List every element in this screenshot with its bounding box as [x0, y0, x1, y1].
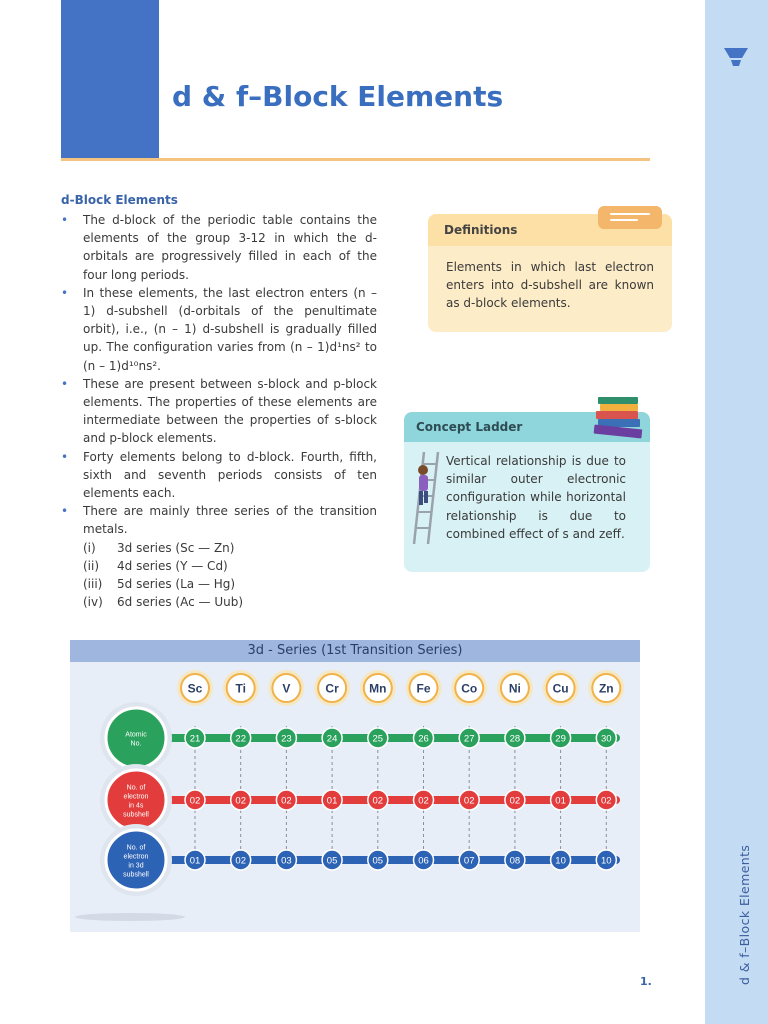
title-divider [61, 158, 650, 161]
value-label: 24 [326, 733, 338, 745]
list-item: • The d-block of the periodic table contains the elements of the group 3-12 in which the d-orbitals are progressively filled in each of the four long periods. [61, 213, 377, 282]
row-label-text: No. of [126, 844, 146, 852]
series-item: (iii) 5d series (La — Hg) [83, 577, 236, 592]
series-list [83, 539, 377, 612]
page-title: d & f–Block Elements [172, 80, 504, 113]
list-item: • These are present between s-block and p-block elements. The properties of these elements are intermediate between the properties of s-block and p-block elements. [61, 376, 377, 446]
element-symbol: Cr [325, 681, 339, 696]
value-label: 01 [326, 795, 338, 807]
value-label: 01 [189, 855, 201, 867]
brand-logo-icon [723, 45, 749, 71]
value-label: 02 [372, 795, 384, 807]
row-label-text: subshell [123, 811, 149, 819]
value-label: 27 [463, 733, 475, 745]
list-item: • In these elements, the last electron enters (n – 1) d-subshell (d-orbitals of the penultimate orbit), i.e., (n – 1) d-subshell is gradually filled up. The configuration varies from (n – 1)d¹ns² to (n – 1)d¹⁰ns². [61, 285, 377, 373]
value-label: 02 [509, 795, 521, 807]
chart-canvas [70, 662, 640, 932]
series-item: (ii) 4d series (Y — Cd) [83, 558, 228, 573]
chart-title: 3d - Series (1st Transition Series) [70, 640, 640, 662]
value-label: 02 [601, 795, 612, 807]
page-number: 1. [640, 975, 652, 988]
value-label: 02 [189, 795, 201, 807]
row-label-text: No. of [126, 784, 146, 792]
element-symbol: Sc [187, 681, 203, 696]
value-label: 23 [281, 733, 292, 745]
side-section-label: d & f–Block Elements [737, 844, 752, 985]
element-symbol: Fe [416, 681, 431, 696]
row-label-text: in 3d [128, 862, 144, 870]
row-label-text: subshell [123, 871, 149, 879]
transition-series-chart [70, 640, 640, 932]
value-label: 02 [463, 795, 475, 807]
value-label: 26 [418, 733, 429, 745]
value-label: 02 [281, 795, 292, 807]
section-heading: d-Block Elements [61, 193, 178, 207]
row-label-text: electron [123, 853, 149, 861]
element-symbol: Ti [235, 681, 246, 696]
value-label: 02 [235, 855, 246, 867]
value-label: 28 [509, 733, 521, 745]
value-label: 29 [555, 733, 566, 745]
series-item: (iv) 6d series (Ac — Uub) [83, 595, 244, 610]
notes-icon [598, 206, 662, 229]
element-symbol: Ni [508, 681, 521, 696]
row-label-text: Atomic [125, 731, 147, 739]
books-icon [592, 393, 648, 445]
row-label-text: No. [130, 740, 142, 748]
bullet-icon: • [61, 449, 69, 464]
bullet-list [61, 211, 377, 611]
definitions-box [428, 214, 672, 332]
element-symbol: Zn [598, 681, 614, 696]
bullet-icon: • [61, 376, 69, 391]
list-item: • There are mainly three series of the transition metals. (i) 3d series (Sc — Zn) (ii) 4d series (Y — Cd) (iii) 5d series (La — Hg) (iv) 6d series (Ac — Uub) [61, 502, 377, 611]
value-label: 10 [601, 855, 612, 867]
concept-ladder-heading: Concept Ladder [404, 412, 650, 442]
list-item: • Forty elements belong to d-block. Fourth, fifth, sixth and seventh periods consists of ten elements each. [61, 449, 377, 501]
value-label: 01 [555, 795, 566, 807]
value-label: 08 [509, 855, 521, 867]
element-symbol: Co [461, 681, 478, 696]
ladder-climber-icon [410, 450, 442, 546]
bullet-icon: • [61, 213, 69, 227]
element-symbol: Cu [552, 681, 569, 696]
value-label: 05 [372, 855, 384, 867]
definitions-text: Elements in which last electron enters into d-subshell are known as d-block elements. [446, 260, 654, 310]
definitions-heading: Definitions [428, 214, 672, 246]
row-label-text: electron [123, 793, 149, 801]
value-label: 02 [418, 795, 429, 807]
value-label: 02 [235, 795, 246, 807]
value-label: 03 [281, 855, 292, 867]
value-label: 21 [189, 733, 201, 745]
bullet-icon: • [61, 285, 69, 300]
value-label: 25 [372, 733, 384, 745]
value-label: 30 [601, 733, 612, 745]
value-label: 06 [418, 855, 429, 867]
title-accent-block [61, 0, 159, 158]
bullet-icon: • [61, 504, 69, 519]
value-label: 05 [326, 855, 338, 867]
concept-ladder-text: Vertical relationship is due to similar outer electronic configuration while horizontal relationship is due to combined effect of s and zeff. [446, 454, 626, 541]
element-symbol: V [282, 681, 291, 696]
floor-shadow [75, 913, 185, 921]
value-label: 22 [235, 733, 246, 745]
element-symbol: Mn [369, 681, 387, 696]
series-item: (i) 3d series (Sc — Zn) [83, 540, 235, 555]
value-label: 07 [463, 855, 475, 867]
row-label-text: in 4s [128, 802, 144, 810]
value-label: 10 [555, 855, 566, 867]
